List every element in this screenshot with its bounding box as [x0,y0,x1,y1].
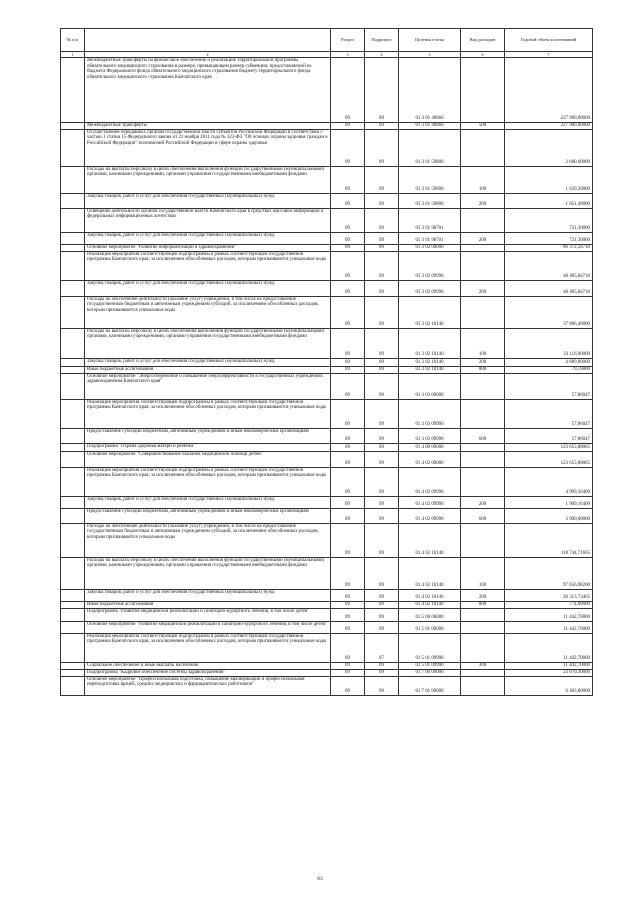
row-vr: 200 [461,358,505,366]
row-csr: 01 3 01 40660 [399,58,461,123]
table-row [61,662,593,669]
row-razdel: 09 [331,676,365,695]
table-row [61,523,593,557]
header-vr: Вид расходов [461,29,505,52]
row-name: Расходы на выплаты персоналу в целях обеспечения выполнения функций государственными (муниципальными) органами, казенными учреждениями, органами управления государственными внебюджетными фондами [85,328,331,358]
row-podrazdel: 09 [365,358,399,366]
row-amount: 23 070,30000 [505,669,593,676]
row-name: Основное мероприятие "Совершенствование оказания медицинской помощи детям" [85,451,331,467]
table-row [61,166,593,193]
row-podrazdel: 09 [365,328,399,358]
row-csr: 01 5 00 00000 [399,608,461,621]
row-num [61,373,85,399]
row-podrazdel: 09 [365,451,399,467]
row-name: Закупка товаров, работ и услуг для обеспечения государственных (муниципальных) нужд [85,193,331,208]
row-num [61,633,85,662]
col-number: 2 [85,52,331,58]
row-vr: 500 [461,123,505,130]
row-amount: 20 313,73465 [505,589,593,601]
row-vr: 600 [461,428,505,443]
row-vr [461,608,505,621]
row-csr: 01 4 02 09990 [399,496,461,508]
table-row [61,208,593,232]
row-vr [461,451,505,467]
col-number: 6 [461,52,505,58]
row-razdel: 09 [331,467,365,496]
row-razdel: 09 [331,129,365,166]
row-razdel: 09 [331,232,365,244]
row-name: Межбюджетные трансферты на финансовое обеспечение и реализацию территориальной программы обязательного медицинского страхования в размере, превышающем размер субвенции, предоставляемой из бюджета Федерального фонда обязательного медицинского страхования бюджету территориального фонда обязательного медицинского страхования Камчатского края [85,58,331,123]
row-razdel: 09 [331,601,365,608]
row-name: Межбюджетные трансферты [85,123,331,130]
row-amount: 6 403,80000 [505,676,593,695]
row-razdel: 09 [331,328,365,358]
row-name: Основное мероприятие "Профессиональная подготовка, повышение квалификации и профессиональная переподготовка врачей, средних медицинских и фармацевтических работников" [85,676,331,695]
row-num [61,366,85,373]
page-number: 63 [317,876,323,882]
row-name: Иные бюджетные ассигнования [85,601,331,608]
row-podrazdel: 09 [365,232,399,244]
row-vr: 300 [461,662,505,669]
row-vr [461,621,505,633]
row-name: Подпрограмма "Кадровое обеспечение системы здравоохранения" [85,669,331,676]
row-razdel: 09 [331,608,365,621]
row-csr: 01 4 02 00000 [399,451,461,467]
row-num [61,296,85,328]
row-vr [461,208,505,232]
row-amount: 11 442,70000 [505,633,593,662]
row-vr: 600 [461,508,505,523]
row-amount: 721,30000 [505,232,593,244]
row-razdel: 09 [331,443,365,451]
row-amount: 123 653,88065 [505,443,593,451]
row-csr: 01 4 02 09990 [399,508,461,523]
row-num [61,208,85,232]
row-vr: 200 [461,589,505,601]
row-num [61,58,85,123]
row-amount: 11 442,70000 [505,608,593,621]
row-csr: 01 3 02 10140 [399,358,461,366]
row-razdel: 09 [331,557,365,589]
col-number: 3 [331,52,365,58]
row-amount: 118 744,71665 [505,523,593,557]
row-razdel: 09 [331,662,365,669]
row-num [61,601,85,608]
row-name: Освещение деятельности органов государственной власти Камчатского края в средствах массовой информации и федеральных информационных агентствах [85,208,331,232]
row-razdel: 09 [331,58,365,123]
row-razdel: 09 [331,280,365,296]
row-podrazdel: 09 [365,443,399,451]
row-name: Расходы на выплаты персоналу в целях обеспечения выполнения функций государственными (муниципальными) органами, казенными учреждениями, органами управления государственными внебюджетными фондами [85,557,331,589]
row-csr: 01 4 02 10140 [399,523,461,557]
row-num [61,443,85,451]
row-num [61,676,85,695]
row-podrazdel: 09 [365,608,399,621]
row-podrazdel: 09 [365,601,399,608]
row-name: Подпрограмма "Охрана здоровья матери и ребенка" [85,443,331,451]
row-num [61,280,85,296]
table-row [61,123,593,130]
row-amount: 48 485,84718 [505,280,593,296]
row-razdel: 09 [331,496,365,508]
row-vr: 200 [461,232,505,244]
row-amount: 33 116,90000 [505,328,593,358]
row-csr: 01 3 02 10140 [399,366,461,373]
table-header-row [61,29,593,52]
row-razdel: 09 [331,523,365,557]
table-row [61,608,593,621]
row-amount: 11 442,70000 [505,621,593,633]
table-row [61,557,593,589]
row-amount: 3 000,00000 [505,508,593,523]
row-razdel: 09 [331,508,365,523]
table-row [61,508,593,523]
row-name: Предоставление субсидий бюджетным, автономным учреждениям и иным некоммерческим организациям [85,428,331,443]
row-podrazdel: 09 [365,251,399,280]
row-csr: 01 3 02 10140 [399,328,461,358]
row-vr: 100 [461,328,505,358]
row-num [61,557,85,589]
row-name: Расходы на обеспечение деятельности (оказание услуг) учреждений, в том числе на предоставление государственным бюджетным и автономным учреждениям субсидий, за исключением обособленных расходов, которым присваиваются уникальные коды [85,296,331,328]
row-csr: 01 3 01 98701 [399,232,461,244]
row-vr [461,251,505,280]
row-csr: 01 3 02 00000 [399,244,461,251]
row-vr: 200 [461,280,505,296]
row-razdel: 09 [331,193,365,208]
row-amount: 79,70000 [505,366,593,373]
row-razdel: 09 [331,621,365,633]
row-podrazdel: 09 [365,621,399,633]
row-num [61,589,85,601]
document-page [60,28,592,696]
row-csr: 01 3 02 09990 [399,280,461,296]
table-row [61,467,593,496]
budget-table [60,28,593,696]
row-name: Закупка товаров, работ и услуг для обеспечения государственных (муниципальных) нужд [85,280,331,296]
row-razdel: 09 [331,296,365,328]
row-name: Подпрограмма "Развитие медицинской реабилитации и санаторно-курортного лечения, в том числе детей" [85,608,331,621]
row-podrazdel: 09 [365,662,399,669]
row-vr [461,399,505,428]
row-num [61,193,85,208]
row-vr [461,669,505,676]
row-vr [461,633,505,662]
row-csr: 01 7 01 00000 [399,676,461,695]
col-number: 1 [61,52,85,58]
row-razdel: 09 [331,358,365,366]
row-csr: 01 3 01 40660 [399,123,461,130]
row-amount: 123 653,88065 [505,451,593,467]
row-vr [461,58,505,123]
row-num [61,328,85,358]
row-csr: 01 4 02 10140 [399,601,461,608]
row-name: Закупка товаров, работ и услуг для обеспечения государственных (муниципальных) нужд [85,232,331,244]
row-vr [461,244,505,251]
row-num [61,523,85,557]
table-row [61,601,593,608]
row-amount: 57,86047 [505,373,593,399]
table-row [61,496,593,508]
row-amount: 97 656,98200 [505,557,593,589]
table-row [61,676,593,695]
row-podrazdel: 09 [365,589,399,601]
row-razdel: 09 [331,451,365,467]
row-vr [461,296,505,328]
table-row [61,244,593,251]
table-row [61,669,593,676]
row-num [61,358,85,366]
table-row [61,280,593,296]
row-num [61,451,85,467]
row-razdel: 09 [331,366,365,373]
row-num [61,496,85,508]
row-amount: 1 629,20000 [505,166,593,193]
row-num [61,399,85,428]
row-podrazdel: 09 [365,676,399,695]
row-csr: 01 3 01 59800 [399,166,461,193]
row-name: Социальное обеспечение и иные выплаты населению [85,662,331,669]
row-vr [461,467,505,496]
row-num [61,244,85,251]
row-amount: 4 689,80000 [505,358,593,366]
row-csr: 01 4 02 10140 [399,557,461,589]
row-csr: 01 3 03 09990 [399,428,461,443]
table-row [61,373,593,399]
row-csr: 01 4 00 00000 [399,443,461,451]
table-row [61,443,593,451]
row-podrazdel: 09 [365,193,399,208]
table-row [61,428,593,443]
row-csr: 01 3 01 59800 [399,129,461,166]
row-amount: 227 900,00000 [505,58,593,123]
row-name: Реализация мероприятий соответствующей подпрограммы в рамках соответствующей государственной программы Камчатского края, за исключением обособленных расходов, которым присваиваются уникальные коды [85,467,331,496]
row-vr [461,676,505,695]
row-csr: 01 3 03 09990 [399,399,461,428]
row-podrazdel: 09 [365,366,399,373]
row-num [61,251,85,280]
table-row [61,621,593,633]
row-amount: 48 485,84718 [505,251,593,280]
row-amount: 1 909,16400 [505,496,593,508]
row-name: Реализация мероприятий соответствующей подпрограммы в рамках соответствующей государственной программы Камчатского края, за исключением обособленных расходов, которым присваиваются уникальные коды [85,399,331,428]
row-csr: 01 5 01 00000 [399,621,461,633]
row-podrazdel: 09 [365,508,399,523]
row-podrazdel: 09 [365,669,399,676]
row-name: Основное мероприятие "Развитие информатизации в здравоохранении" [85,244,331,251]
row-podrazdel: 09 [365,557,399,589]
row-amount: 57,86047 [505,399,593,428]
row-csr: 01 5 01 09990 [399,662,461,669]
header-csr: Целевая статья [399,29,461,52]
row-podrazdel: 09 [365,129,399,166]
row-csr: 01 3 03 00000 [399,373,461,399]
header-name [85,29,331,52]
row-name: Закупка товаров, работ и услуг для обеспечения государственных (муниципальных) нужд [85,496,331,508]
row-csr: 01 5 01 09990 [399,633,461,662]
row-csr: 01 3 02 10140 [399,296,461,328]
row-num [61,669,85,676]
row-vr [461,373,505,399]
row-csr: 01 3 01 59800 [399,193,461,208]
row-num [61,467,85,496]
row-num [61,166,85,193]
row-amount: 86 372,24718 [505,244,593,251]
row-vr: 800 [461,366,505,373]
table-row [61,366,593,373]
table-row [61,58,593,123]
row-name: Реализация мероприятий соответствующей подпрограммы в рамках соответствующей государственной программы Камчатского края, за исключением обособленных расходов, которым присваиваются уникальные коды [85,633,331,662]
row-name: Предоставление субсидий бюджетным, автономным учреждениям и иным некоммерческим организациям [85,508,331,523]
row-razdel: 09 [331,669,365,676]
row-name: Осуществление переданных органам государственной власти субъектов Российской Федерации в соответствии с частью 1 статьи 15 Федерального закона от 21 ноября 2011 года № 323-ФЗ "Об основах охраны здоровья граждан в Российской Федерации" полномочий Российской Федерации в сфере охраны здоровья [85,129,331,166]
table-row [61,358,593,366]
row-csr: 01 3 02 09990 [399,251,461,280]
row-podrazdel: 09 [365,428,399,443]
row-vr: 800 [461,601,505,608]
table-row [61,451,593,467]
row-vr: 100 [461,166,505,193]
table-row [61,328,593,358]
row-razdel: 09 [331,244,365,251]
row-razdel: 09 [331,633,365,662]
row-name: Основное мероприятие "Энергосбережение и повышение энергоэффективности в государственных учреждениях здравоохранения Камчатского края" [85,373,331,399]
row-csr: 01 4 02 09990 [399,467,461,496]
row-num [61,508,85,523]
row-csr: 01 7 00 00000 [399,669,461,676]
row-podrazdel: 09 [365,296,399,328]
row-num [61,608,85,621]
table-row [61,193,593,208]
row-amount: 2 680,60000 [505,129,593,166]
table-row [61,296,593,328]
row-num [61,232,85,244]
row-podrazdel: 09 [365,166,399,193]
table-row [61,399,593,428]
row-podrazdel: 09 [365,58,399,123]
row-vr: 200 [461,496,505,508]
row-amount: 37 886,40000 [505,296,593,328]
row-podrazdel: 09 [365,467,399,496]
row-num [61,428,85,443]
row-podrazdel: 09 [365,280,399,296]
row-razdel: 09 [331,589,365,601]
row-amount: 721,30000 [505,208,593,232]
row-name: Основное мероприятие "Развитие медицинской реабилитации и санаторно-курортного лечения, в том числе детей" [85,621,331,633]
header-num: № п/п [61,29,85,52]
col-number: 4 [365,52,399,58]
table-row [61,129,593,166]
row-amount: 227 900,00000 [505,123,593,130]
table-body [61,58,593,696]
row-vr [461,129,505,166]
row-podrazdel: 09 [365,399,399,428]
row-razdel: 09 [331,373,365,399]
row-podrazdel: 09 [365,523,399,557]
table-row [61,589,593,601]
row-num [61,123,85,130]
table-row [61,251,593,280]
header-podrazdel: Подраздел [365,29,399,52]
row-name: Закупка товаров, работ и услуг для обеспечения государственных (муниципальных) нужд [85,589,331,601]
row-vr [461,523,505,557]
row-razdel: 09 [331,208,365,232]
row-num [61,621,85,633]
row-razdel: 09 [331,123,365,130]
row-podrazdel: 09 [365,123,399,130]
row-vr: 100 [461,557,505,589]
row-num [61,662,85,669]
row-razdel: 09 [331,428,365,443]
row-csr: 01 3 01 98701 [399,208,461,232]
row-razdel: 09 [331,399,365,428]
row-podrazdel: 09 [365,244,399,251]
row-name: Иные бюджетные ассигнования [85,366,331,373]
row-vr [461,443,505,451]
row-amount: 774,00000 [505,601,593,608]
row-num [61,129,85,166]
row-vr: 200 [461,193,505,208]
row-podrazdel: 07 [365,633,399,662]
row-razdel: 09 [331,166,365,193]
row-amount: 4 909,16400 [505,467,593,496]
col-number: 5 [399,52,461,58]
row-podrazdel: 09 [365,496,399,508]
row-name: Расходы на выплаты персоналу в целях обеспечения выполнения функций государственными (муниципальными) органами, казенными учреждениями, органами управления государственными внебюджетными фондами [85,166,331,193]
header-amount: Годовой объем ассигнований [505,29,593,52]
row-amount: 11 442,70000 [505,662,593,669]
table-row [61,232,593,244]
header-razdel: Раздел [331,29,365,52]
row-amount: 57,86047 [505,428,593,443]
table-row [61,633,593,662]
row-podrazdel: 09 [365,373,399,399]
row-razdel: 09 [331,251,365,280]
col-number: 7 [505,52,593,58]
row-name: Закупка товаров, работ и услуг для обеспечения государственных (муниципальных) нужд [85,358,331,366]
row-name: Расходы на обеспечение деятельности (оказание услуг) учреждений, в том числе на предоставление государственным бюджетным и автономным учреждениям субсидий, за исключением обособленных расходов, которым присваиваются уникальные коды [85,523,331,557]
row-amount: 1 051,40000 [505,193,593,208]
row-name: Реализация мероприятий соответствующей подпрограммы в рамках соответствующей государственной программы Камчатского края, за исключением обособленных расходов, которым присваиваются уникальные коды [85,251,331,280]
row-podrazdel: 09 [365,208,399,232]
row-csr: 01 4 02 10140 [399,589,461,601]
